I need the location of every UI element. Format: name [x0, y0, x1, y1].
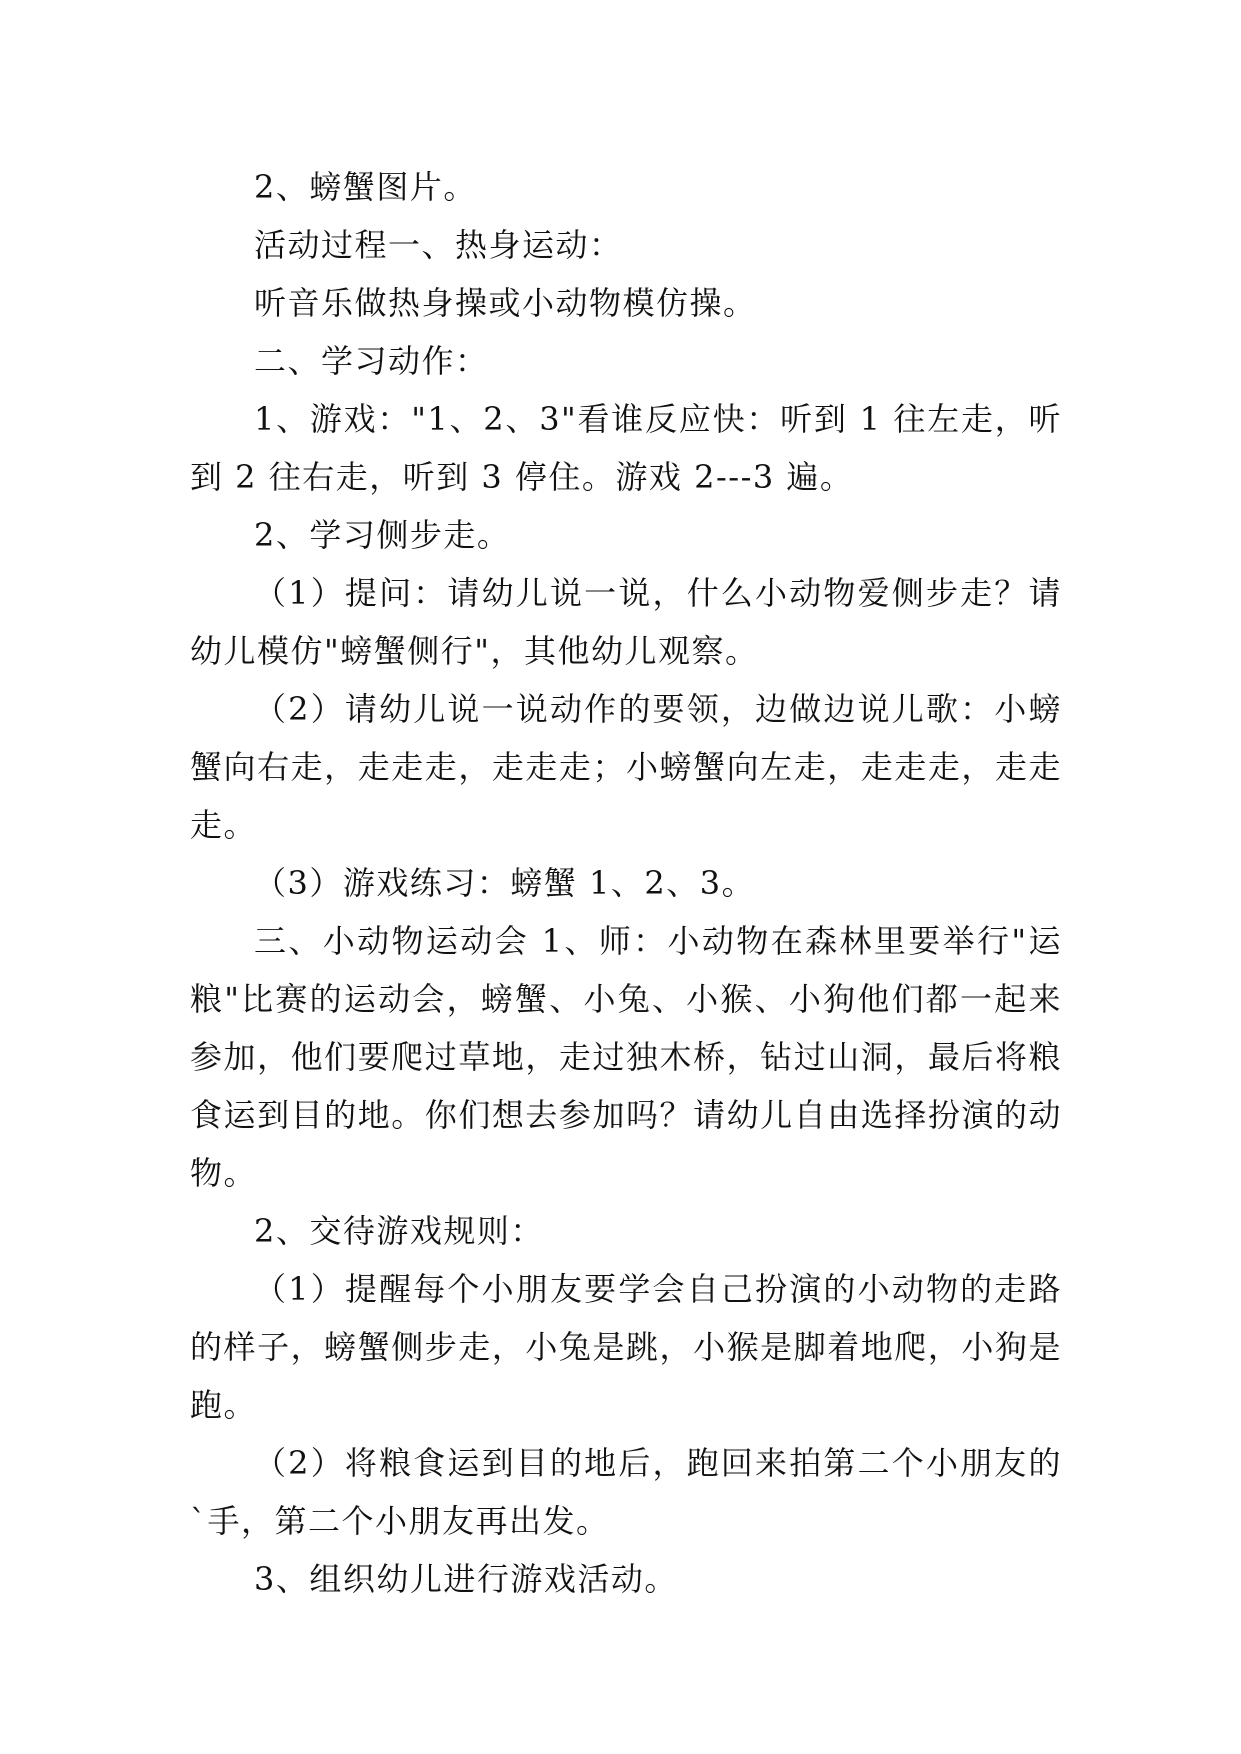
paragraph-side-step: 2、学习侧步走。 [254, 516, 511, 554]
paragraph-game-rules-heading: 2、交待游戏规则： [254, 1212, 544, 1250]
paragraph-game-practice: （3）游戏练习：螃蟹 1、2、3。 [254, 864, 756, 902]
paragraph-key-points: （2）请幼儿说一说动作的要领，边做边说儿歌：小螃蟹向右走，走走走，走走走；小螃蟹向左走，走走走，走走走。 [190, 690, 1062, 844]
paragraph-rule-1: （1）提醒每个小朋友要学会自己扮演的小动物的走路的样子，螃蟹侧步走，小兔是跳，小猴是脚着地爬，小狗是跑。 [190, 1270, 1062, 1424]
document-body [190, 158, 1062, 1608]
paragraph-organize-game: 3、组织幼儿进行游戏活动。 [254, 1560, 678, 1598]
paragraph-materials-2: 2、螃蟹图片。 [254, 168, 477, 206]
paragraph-process-warmup: 活动过程一、热身运动： [254, 226, 623, 264]
paragraph-music-warmup: 听音乐做热身操或小动物模仿操。 [254, 284, 757, 322]
paragraph-game-123: 1、游戏："1、2、3"看谁反应快：听到 1 往左走，听到 2 往右走，听到 3 停住。游戏 2---3 遍。 [190, 400, 1062, 496]
paragraph-section-2-heading: 二、学习动作： [254, 342, 489, 380]
paragraph-rule-2: （2）将粮食运到目的地后，跑回来拍第二个小朋友的`手，第二个小朋友再出发。 [190, 1444, 1062, 1540]
paragraph-question: （1）提问：请幼儿说一说，什么小动物爱侧步走？请幼儿模仿"螃蟹侧行"，其他幼儿观察。 [190, 574, 1062, 670]
paragraph-section-3-sports-meet: 三、小动物运动会 1、师：小动物在森林里要举行"运粮"比赛的运动会，螃蟹、小兔、小猴、小狗他们都一起来参加，他们要爬过草地，走过独木桥，钻过山洞，最后将粮食运到目的地。你们想去参加吗？请幼儿自由选择扮演的动物。 [190, 922, 1062, 1192]
